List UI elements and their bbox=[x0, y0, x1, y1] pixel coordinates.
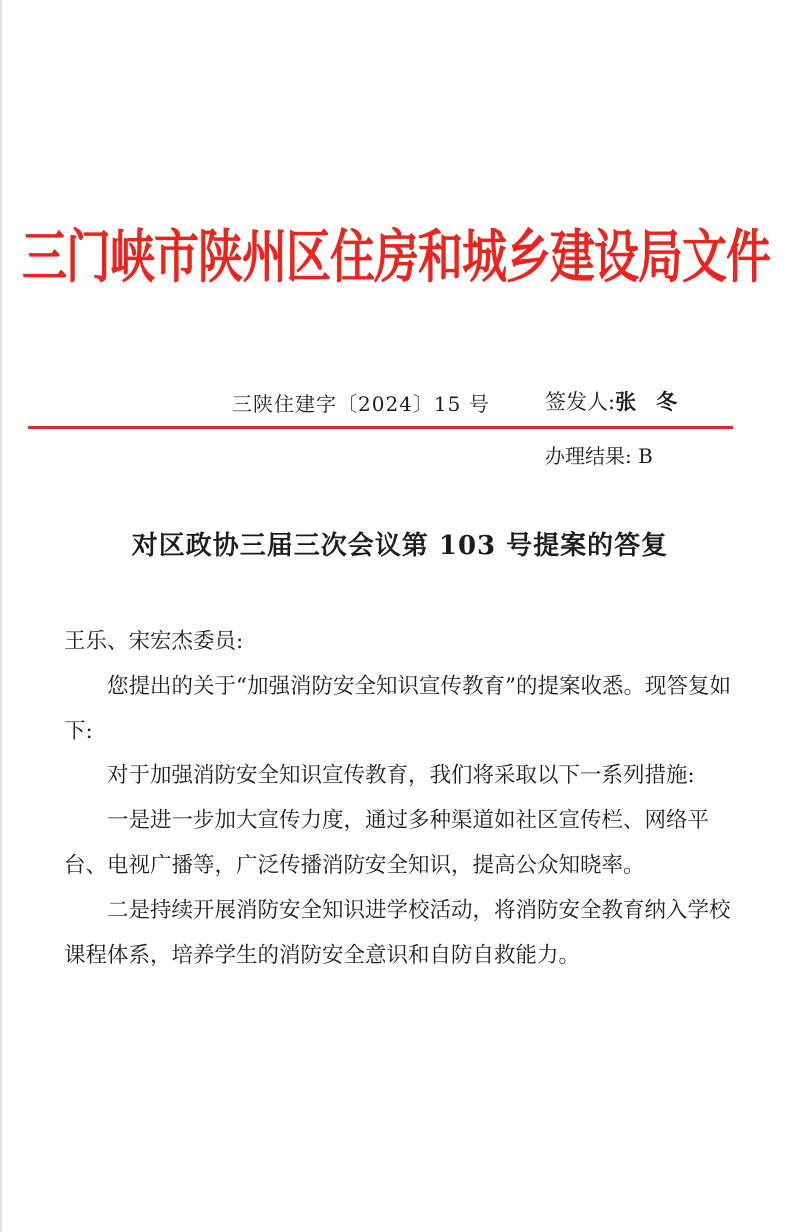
body-paragraph: 您提出的关于“加强消防安全知识宣传教育”的提案收悉。现答复如下: bbox=[64, 673, 731, 744]
processing-result: 办理结果: B bbox=[545, 444, 653, 468]
salutation: 王乐、宋宏杰委员: bbox=[64, 629, 244, 654]
scan-edge-shadow bbox=[0, 0, 3, 1232]
issuer-header-title: 三门峡市陕州区住房和城乡建设局文件 bbox=[22, 222, 771, 291]
document-number: 三陕住建字〔2024〕15 号 bbox=[232, 392, 490, 416]
document-body bbox=[64, 620, 734, 978]
signer-block bbox=[545, 386, 697, 416]
red-divider-line bbox=[28, 426, 733, 429]
body-paragraph: 二是持续开展消防安全知识进学校活动，将消防安全教育纳入学校课程体系，培养学生的消防安全意识和自防自救能力。 bbox=[64, 897, 731, 968]
body-paragraph: 对于加强消防安全知识宣传教育，我们将采取以下一系列措施: bbox=[107, 763, 695, 789]
signer-label: 签发人: bbox=[545, 390, 616, 414]
document-title: 对区政协三届三次会议第 103 号提案的答复 bbox=[131, 531, 669, 561]
body-paragraph: 一是进一步加大宣传力度，通过多种渠道如社区宣传栏、网络平台、电视广播等，广泛传播消防安全知识，提高公众知晓率。 bbox=[64, 808, 710, 878]
signer-name: 张冬 bbox=[615, 389, 698, 414]
